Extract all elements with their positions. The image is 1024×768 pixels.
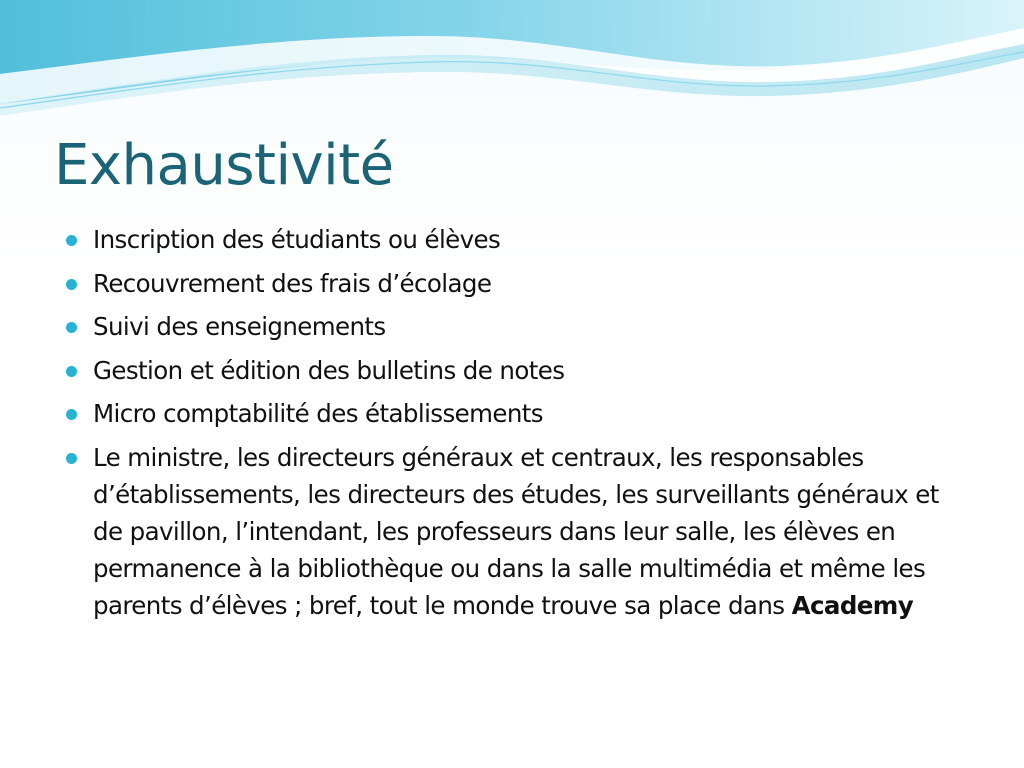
bullet-dot-icon	[66, 366, 77, 377]
slide-title: Exhaustivité	[54, 133, 394, 198]
bullet-text: Le ministre, les directeurs généraux et centraux, les responsables d’établissements, les directeurs des études, les surveillants généraux et de pavillon, l’intendant, les professeurs dans leur salle, les élèves en permanence à la bibliothèque ou dans la salle multimédia et même les parents d’élèves ; bref, tout le monde trouve sa place dans	[93, 442, 939, 620]
bullet-text: Micro comptabilité des établissements	[93, 399, 543, 428]
bullet-dot-icon	[66, 322, 77, 333]
bullet-item	[66, 308, 966, 345]
bullet-text: Suivi des enseignements	[93, 312, 386, 341]
bullet-list	[66, 221, 966, 630]
bullet-text: Gestion et édition des bulletins de notes	[93, 355, 565, 385]
bullet-dot-icon	[66, 453, 77, 464]
bullet-dot-icon	[66, 235, 77, 246]
bullet-item-long	[66, 439, 966, 624]
bullet-item	[66, 352, 966, 389]
academy-emphasis: Academy	[791, 590, 914, 620]
bullet-item	[66, 221, 966, 258]
bullet-dot-icon	[66, 279, 77, 290]
bullet-text: Recouvrement des frais d’écolage	[93, 268, 492, 298]
wave-header-decoration	[0, 0, 1024, 120]
bullet-dot-icon	[66, 409, 77, 420]
bullet-text: Inscription des étudiants ou élèves	[93, 225, 501, 254]
bullet-item	[66, 265, 966, 302]
bullet-item	[66, 395, 966, 432]
